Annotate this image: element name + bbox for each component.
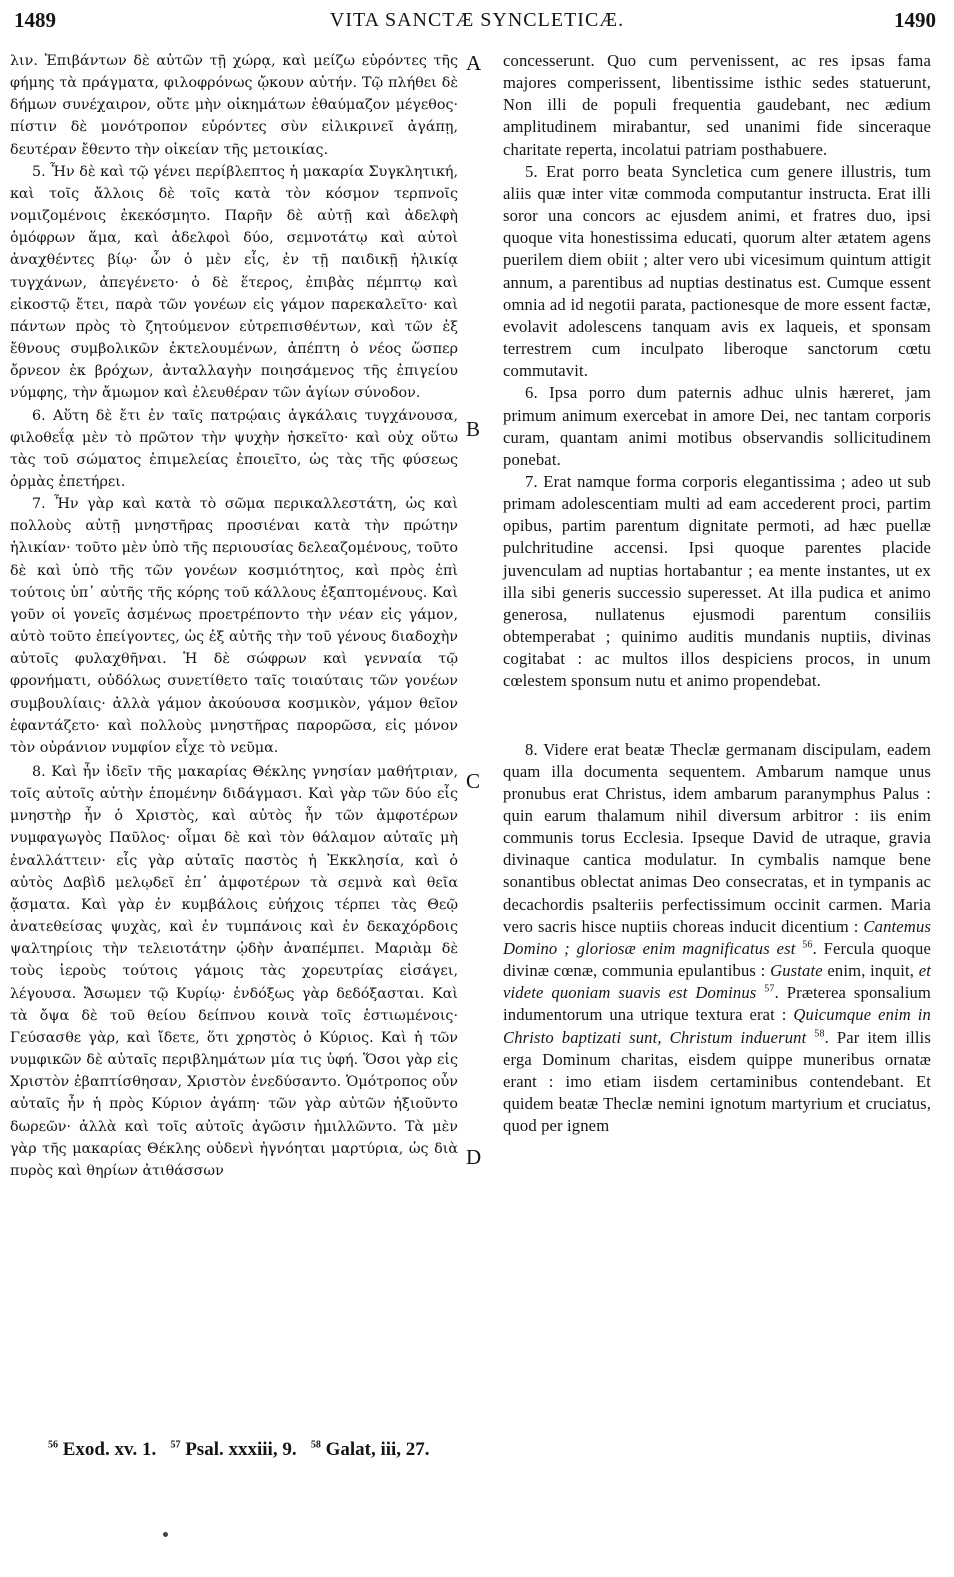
- latin-text-segment: enim, inquit,: [822, 961, 919, 981]
- footnote-ref: 57: [764, 983, 775, 995]
- latin-column: [503, 50, 931, 1137]
- greek-column: [10, 50, 458, 1182]
- footnote-text: Psal. xxxiii, 9.: [185, 1439, 297, 1460]
- footnotes: [48, 1439, 928, 1461]
- latin-paragraph-intro: concesserunt. Quo cum pervenissent, ac res ipsas fama majores comperissent, libentissime isthic sedes statuerunt, Non illi de populi frequentia gaudebant, nec ædium amplitudinem mirabantur, sed unanimi fide sinceraque charitate reperta, incolatui patriam posthabuere.: [503, 51, 931, 159]
- page-number-right: 1490: [894, 8, 936, 32]
- greek-paragraph-7: 7. Ἦν γὰρ καὶ κατὰ τὸ σῶμα περικαλλεστάτη, ὡς καὶ πολλοὺς αὐτῇ μνηστῆρας προσιέναι κατὰ τὴν πρώτην ἡλικίαν· τοῦτο μὲν ὑπὸ τῆς περιουσίας δελεαζομένους, τοῦτο δὲ καὶ ὑπὸ τῆς τῶν γονέων κοσμιότητος, καὶ πρὸς ἐπὶ τούτοις ὑπ᾽ αὐτῆς τῆς κόρης τοῦ κάλλους ἐξαπτομένους. Καὶ γοῦν οἱ γονεῖς ἀσμένως προετρέποντο τὴν νέαν εἰς γάμον, αὐτὸ τοῦτο ἐπείγοντες, ὡς ἐξ αὐτῆς τὴν τοῦ γένους διαδοχὴν αὐτοῖς φυλαχθῆναι. Ἡ δὲ σώφρων καὶ γενναία τῷ φρονήματι, οὐδόλως συνετίθετο ταῖς τοιαύταις τῶν γονέων συμβουλίαις· ἀλλὰ γάμον ἀκούουσα κοσμικὸν, γάμον θεῖον ἐφαντάζετο· καὶ πολλοὺς μνηστῆρας παρορῶσα, εἰς μόνον τὸν οὐράνιον νυμφίον εἶχε τὸ νεῦμα.: [10, 496, 458, 756]
- footnote-text: Exod. xv. 1.: [62, 1439, 157, 1460]
- greek-paragraph-8: 8. Καὶ ἦν ἰδεῖν τῆς μακαρίας Θέκλης γνησίαν μαθήτριαν, τοῖς αὐτοῖς αὐτὴν ἑπομένην διδάγμασι. Καὶ γὰρ τῶν δύο εἷς μνηστὴρ ἦν ὁ Χριστὸς, καὶ αὐτὸς ἦν τῶν ἀμφοτέρων νυμφαγωγὸς Παῦλος· οἶμαι δὲ καὶ τὸν θάλαμον αὐταῖς μὴ ἐναλλάττειν· εἷς γὰρ αὐταῖς παστὸς ἡ Ἐκκλησία, καὶ ὁ αὐτὸς Δαβὶδ μελῳδεῖ ἐπ᾽ ἀμφοτέρων τὰ σεμνὰ καὶ θεῖα ᾄσματα. Καὶ γὰρ ἐν κυμβάλοις εὐήχοις τέρπει τὰς Θεῷ ἀνατεθείσας ψυχὰς, καὶ ἐν τυμπάνοις καὶ ἐν δεκαχόρδοις ψαλτηρίοις τὴν τελειοτάτην ᾠδὴν ἀναπέμπει. Μαριὰμ δὲ τοὺς ἱεροὺς τούτοις γάμοις τὰς χορευτρίας εἰσάγει, λέγουσα. Ἄσωμεν τῷ Κυρίῳ· ἐνδόξως γὰρ δεδόξασται. Καὶ τὰ ὄψα δὲ τοῦ θείου δείπνου κοινὰ τοῖς ἑστιωμένοις· Γεύσασθε γὰρ, καὶ ἴδετε, ὅτι χρηστὸς ὁ Κύριος. Καὶ ἡ τῶν νυμφικῶν δὲ αὐταῖς περιβλημάτων μία τις ὑφή. Ὅσοι γὰρ εἰς Χριστὸν ἐβαπτίσθησαν, Χριστὸν ἐνεδύσαντο. Ὁμότροπος οὖν αὐταῖς ἦν ἡ πρὸς Κύριον ἀγάπη· τῶν γὰρ αὐτῶν ἠξιοῦντο δωρεῶν· ἀλλὰ καὶ τοῖς αὐτοῖς ἀγῶσιν ἡμιλλῶντο. Τὰ μὲν γὰρ τῆς μακαρίας Θέκλης οὐδενὶ ἠγνόηται μαρτύρια, ὡς διὰ πυρὸς καὶ θηρίων ἀτιθάσσων: [10, 764, 458, 1179]
- latin-text-segment: . Par item illis erga Dominum charitas, eisdem quippe muneribus ornatæ erant : imo etiam iisdem certaminibus contendebant. Et quidem beatæ Theclæ nemini ignotum martyrium et cruciatus, quod per ignem: [503, 1027, 931, 1136]
- running-title: VITA SANCTÆ SYNCLETICÆ.: [329, 9, 625, 31]
- scripture-quote: Quicumque enim in Christo baptizati sunt, Christum induerunt: [503, 1005, 931, 1047]
- latin-paragraph-7: 7. Erat namque forma corporis elegantissima ; adeo ut sub primam adolescentiam multi ad eam accederent proci, partim opibus, partim parentum dignitate permoti, ad hæc puellæ pulchritudine accensi. Ipsi quoque parentes placide juvenculam ad nuptias hortabantur ; ea mente instantes, ut ex illa sibi generis successio superesset. At illa pudica et animo generosa, nullatenus ejusmodi parentum consiliis obtemperabat ; quinimo auditis mundanis nuptiis, divinas cogitabat : ac multos illos despiciens procos, in unum cœlestem sponsum nutu et animo propendebat.: [503, 471, 931, 691]
- latin-text-segment: 8. Videre erat beatæ Theclæ germanam discipulam, eadem quam illa documenta sequentem. Ambarum namque unus pronubus erat Christus, idem ambarum paranymphus Palus : quin earum thalamum nihil diversum arbitror : iis enim communis torus Ecclesia. Ipseque David de utraque, gravia divinaque cantica modulatur. In cymbalis namque bene sonantibus oblectat animas Deo consecratas, et in tympanis ac decachordis psalteriis perfectissimum occinit carmen. Maria vero sacris hisce nuptiis choreas inducit dicentium :: [503, 739, 931, 936]
- margin-mark-d: D: [466, 1145, 482, 1169]
- scripture-quote: Cantemus Domino ; gloriosæ enim magnificatus est: [503, 916, 931, 958]
- footnote-number: 56: [48, 1439, 58, 1451]
- greek-paragraph-6: 6. Αὕτη δὲ ἔτι ἐν ταῖς πατρῴαις ἀγκάλαις τυγχάνουσα, φιλοθεΐᾳ μὲν τὸ πρῶτον τὴν ψυχὴν ἠσκεῖτο· καὶ οὐχ οὕτω τὰς τοῦ σώματος ἐπιμελείας ἐποιεῖτο, ὡς τὰς τῆς φύσεως ὁρμὰς ἐπετήρει.: [10, 407, 458, 490]
- footnote-number: 57: [170, 1439, 181, 1451]
- page-number-left: 1489: [14, 8, 56, 32]
- scripture-quote: Gustate: [770, 961, 823, 981]
- latin-text-segment: . Præterea sponsalium indumentorum una utrique textura erat :: [503, 983, 931, 1025]
- greek-paragraph-5: 5. Ἦν δὲ καὶ τῷ γένει περίβλεπτος ἡ μακαρία Συγκλητική, καὶ τοῖς ἄλλοις δὲ τοῖς κατὰ τὸν κόσμον τερπνοῖς νομιζομένοις ἐκεκόσμητο. Παρῆν δὲ αὐτῇ καὶ ἀδελφὴ ὁμόφρων ἅμα, καὶ ἀδελφοὶ δύο, σεμνοτάτῳ καὶ αὐτοὶ ἀναχθέντες βίῳ· ὧν ὁ μὲν εἷς, ἐν τῇ παιδικῇ ἡλικίᾳ τυγχάνων, ἀπεγένετο· ὁ δὲ ἕτερος, ἐπιβὰς πέμπτῳ καὶ εἰκοστῷ ἔτει, παρὰ τῶν γονέων εἰς γάμον παρεκαλεῖτο· καὶ πάντων πρὸς τὸ ζητούμενον εὐτρεπισθέντων, καὶ τῶν ἐξ ἔθνους συμβολικῶν ἐκτελουμένων, ἀπέπτη ὁ νέος ὥσπερ ὄρνεον ἐκ βρόχων, ἀνταλλαγὴν ποιησάμενος τῆς ἐπιγείου νύμφης, τὴν ἄμωμον καὶ ἐλευθέραν τῶν ἁγίων σύνοδον.: [10, 163, 458, 402]
- margin-mark-a: A: [466, 51, 482, 75]
- latin-paragraph-5: 5. Erat porro beata Syncletica cum genere illustris, tum aliis quæ inter vitæ commoda computantur instructa. Erat illi soror una concors ac ejusdem animi, et fratres duo, ipsi quoque vita honestissima educati, quorum alter ætatem agens puerilem diem obiit ; alter vero ubi vicesimum quintum attigit annum, a parentibus ad nuptias destinatus est. Cumque essent omnia ad id negotii parata, pactionesque de more essent factæ, evolavit adolescens tanquam avis ex laqueis, et sponsam terrestrem cum inculpato liberoque sanctorum cœtu commutavit.: [503, 161, 931, 381]
- greek-paragraph-intro: λιν. Ἐπιβάντων δὲ αὐτῶν τῇ χώρᾳ, καὶ μείζω εὑρόντες τῆς φήμης τὰ πράγματα, φιλοφρόνως ᾤκουν αὐτήν. Τῷ πλήθει δὲ δήμων συνέχαιρον, οὔτε μὴν οἰκημάτων ἐθαύμαζον μέγεθος· πίστιν δὲ μονότροπον εὑρόντες σὺν εἰλικρινεῖ ἀγάπῃ, δευτέραν ἔθεντο τὴν οἰκείαν τῆς μετοικίας.: [10, 53, 458, 158]
- latin-paragraph-8: [503, 739, 931, 1138]
- latin-paragraph-6: 6. Ipsa porro dum paternis adhuc ulnis hæreret, jam primum animum exercebat in amore Dei, nec tantam corporis curam, quantam animi motibus observandis sollicitudinem ponebat.: [503, 383, 931, 469]
- footnote-ref: 58: [814, 1028, 825, 1040]
- scripture-quote: et videte quoniam suavis est Dominus: [503, 961, 931, 1003]
- margin-mark-c: C: [466, 769, 481, 793]
- latin-text-segment: . Fercula quoque divinæ cœnæ, communia epulantibus :: [503, 938, 931, 981]
- stray-ink-dot: [163, 1532, 168, 1537]
- footnote-ref: 56: [802, 939, 813, 951]
- footnote-number: 58: [310, 1439, 321, 1451]
- margin-mark-b: B: [466, 417, 481, 441]
- footnote-text: Galat, iii, 27.: [325, 1439, 430, 1460]
